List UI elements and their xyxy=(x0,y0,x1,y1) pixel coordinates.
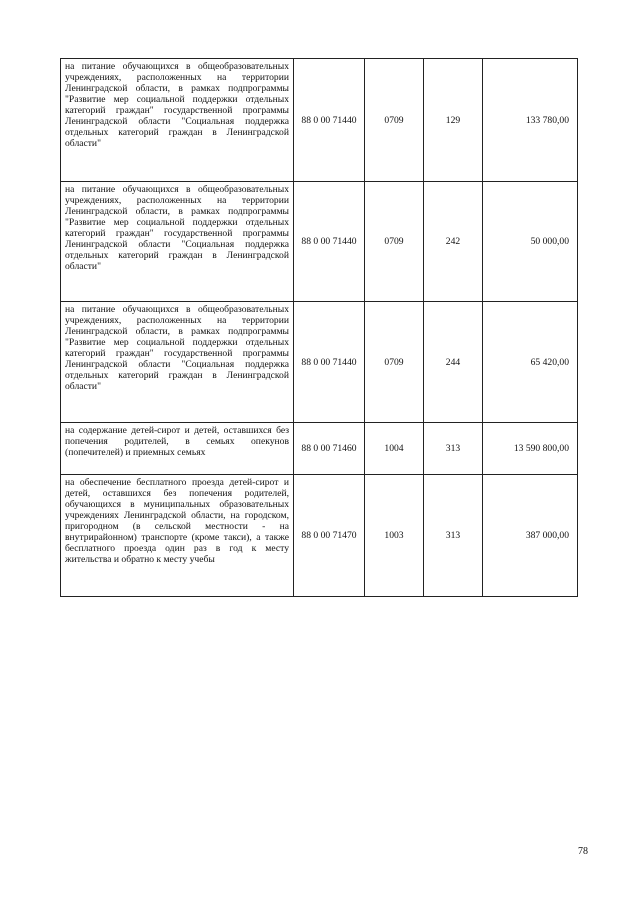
row-amount: 50 000,00 xyxy=(483,182,578,302)
row-target-code: 88 0 00 71440 xyxy=(294,302,365,423)
row-target-code: 88 0 00 71470 xyxy=(294,475,365,597)
row-description: на обеспечение бесплатного проезда детей-сирот и детей, оставшихся без попечения родителей, обучающихся в муниципальных образовательных учреждениях Ленинградской области, на городском, пригородном (в сельской местности - на внутрирайонном) транспорте (кроме такси), а также бесплатного проезда один раз в год к месту жительства и обратно к месту учебы xyxy=(61,475,294,597)
table-row xyxy=(61,302,578,423)
row-expense-type: 242 xyxy=(424,182,483,302)
row-description: на питание обучающихся в общеобразовательных учреждениях, расположенных на территории Ленинградской области, в рамках подпрограммы "Развитие мер социальной поддержки отдельных категорий граждан" государственной программы Ленинградской области "Социальная поддержка отдельных категорий граждан в Ленинградской области" xyxy=(61,182,294,302)
row-section: 0709 xyxy=(365,302,424,423)
row-amount: 13 590 800,00 xyxy=(483,423,578,475)
row-section: 1004 xyxy=(365,423,424,475)
row-amount: 387 000,00 xyxy=(483,475,578,597)
row-description: на питание обучающихся в общеобразовательных учреждениях, расположенных на территории Ленинградской области, в рамках подпрограммы "Развитие мер социальной поддержки отдельных категорий граждан" государственной программы Ленинградской области "Социальная поддержка отдельных категорий граждан в Ленинградской области" xyxy=(61,59,294,182)
row-section: 1003 xyxy=(365,475,424,597)
row-description: на питание обучающихся в общеобразовательных учреждениях, расположенных на территории Ленинградской области, в рамках подпрограммы "Развитие мер социальной поддержки отдельных категорий граждан" государственной программы Ленинградской области "Социальная поддержка отдельных категорий граждан в Ленинградской области" xyxy=(61,302,294,423)
row-amount: 65 420,00 xyxy=(483,302,578,423)
table-row xyxy=(61,59,578,182)
row-section: 0709 xyxy=(365,182,424,302)
row-target-code: 88 0 00 71460 xyxy=(294,423,365,475)
row-target-code: 88 0 00 71440 xyxy=(294,182,365,302)
row-section: 0709 xyxy=(365,59,424,182)
table-row xyxy=(61,423,578,475)
row-expense-type: 313 xyxy=(424,475,483,597)
row-amount: 133 780,00 xyxy=(483,59,578,182)
row-target-code: 88 0 00 71440 xyxy=(294,59,365,182)
table-row xyxy=(61,475,578,597)
table-row xyxy=(61,182,578,302)
row-expense-type: 313 xyxy=(424,423,483,475)
row-description: на содержание детей-сирот и детей, оставшихся без попечения родителей, в семьях опекунов (попечителей) и приемных семьях xyxy=(61,423,294,475)
row-expense-type: 244 xyxy=(424,302,483,423)
budget-table xyxy=(60,58,578,597)
row-expense-type: 129 xyxy=(424,59,483,182)
page-number: 78 xyxy=(578,846,588,857)
